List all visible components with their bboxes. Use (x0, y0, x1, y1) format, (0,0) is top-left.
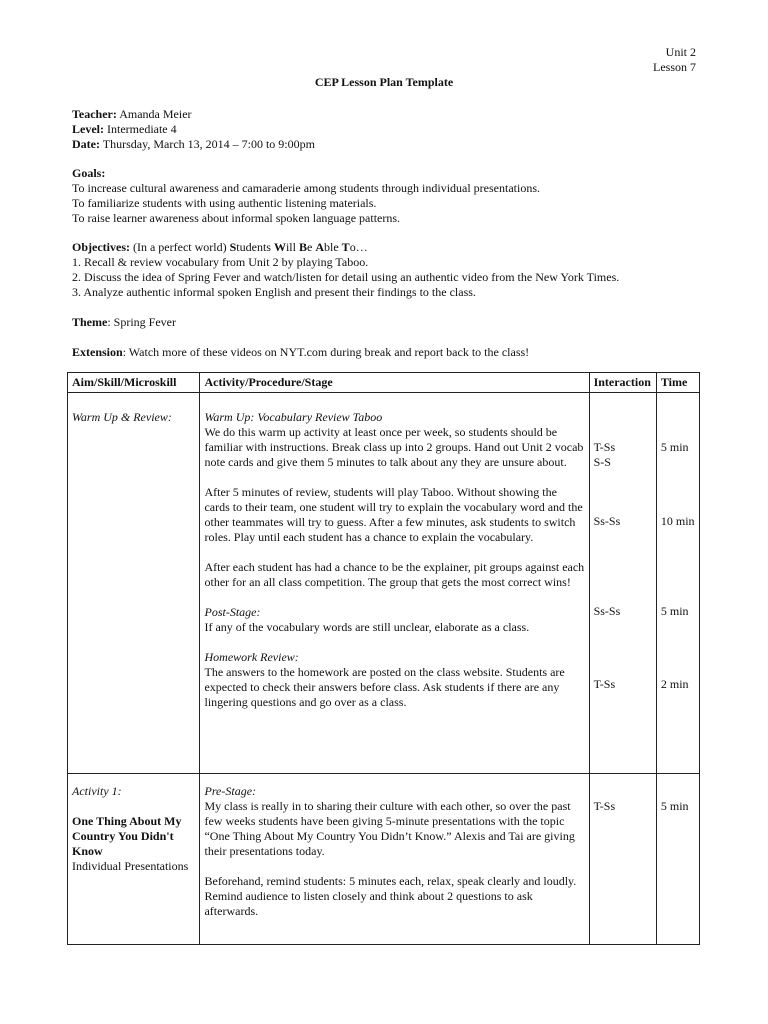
swbat-letter: T (341, 240, 350, 254)
column-header-aim: Aim/Skill/Microskill (68, 373, 200, 393)
activity-paragraph: If any of the vocabulary words are still unclear, elaborate as a class. (204, 620, 530, 634)
extension-line (72, 345, 529, 360)
pre-stage-heading: Pre-Stage: (204, 784, 257, 798)
level-label: Level: (72, 122, 104, 136)
objectives-heading (72, 240, 619, 255)
activity-paragraph: After each student has had a chance to be the explainer, pit groups against each other for an all class competition. The group that gets the most correct wins! (204, 560, 585, 589)
swbat-letter: B (298, 240, 307, 254)
activity-paragraph: My class is really in to sharing their culture with each other, so over the past few weeks students have been giving 5-minute presentations with the topic “One Thing About My Country You Didn’t Know.” Alexis and Tai are giving their presentations today. (204, 799, 575, 858)
activity-title: One Thing About My Country You Didn't Know (72, 814, 182, 858)
swbat-letter: S (229, 240, 237, 254)
column-header-time: Time (656, 373, 699, 393)
swbat-text: o… (349, 240, 368, 254)
goal-item: To raise learner awareness about informal spoken language patterns. (72, 211, 401, 225)
table-row (68, 774, 700, 945)
warmup-heading: Warm Up: Vocabulary Review Taboo (204, 410, 383, 424)
teacher-line (72, 107, 315, 122)
swbat-text: tudents (236, 240, 274, 254)
aim-cell (68, 774, 200, 945)
unit-lesson-label (653, 45, 696, 75)
objective-item: 3. Analyze authentic informal spoken English and present their findings to the class. (72, 285, 476, 299)
interaction-value: Ss-Ss (593, 604, 621, 618)
swbat-text: e (307, 240, 316, 254)
level-value: Intermediate 4 (107, 122, 177, 136)
interaction-value: T-Ss (593, 799, 616, 813)
time-value: 5 min (660, 799, 689, 813)
lesson-label: Lesson 7 (653, 60, 696, 74)
goals-section (72, 166, 540, 226)
time-value: 5 min (660, 604, 689, 618)
table-header-row (68, 373, 700, 393)
aim-text: Warm Up & Review: (72, 410, 172, 424)
activity-paragraph: The answers to the homework are posted on the class website. Students are expected to check their answers before class. Ask students if there are any lingering questions and go over as a class. (204, 665, 565, 709)
objectives-section (72, 240, 619, 300)
activity-paragraph: Beforehand, remind students: 5 minutes each, relax, speak clearly and loudly. Remind audience to listen closely and think about 2 questions to ask afterwards. (204, 874, 577, 918)
column-header-interaction: Interaction (589, 373, 656, 393)
teacher-label: Teacher: (72, 107, 117, 121)
objectives-label: Objectives: (72, 240, 130, 254)
swbat-letter: W (273, 240, 286, 254)
aim-cell (68, 393, 200, 774)
extension-label: Extension (72, 345, 123, 359)
activity-paragraph: We do this warm up activity at least once per week, so students should be familiar with instructions. Break class up into 2 groups. Hand out Unit 2 vocab note cards and give them 5 minutes to talk about any they are unsure about. (204, 425, 584, 469)
objective-item: 2. Discuss the idea of Spring Fever and watch/listen for detail using an authentic video from the New York Times. (72, 270, 620, 284)
date-label: Date: (72, 137, 100, 151)
column-header-activity: Activity/Procedure/Stage (200, 373, 589, 393)
time-value: 10 min (660, 514, 695, 528)
interaction-value: T-Ss (593, 677, 616, 691)
time-cell (656, 774, 699, 945)
interaction-value: Ss-Ss (593, 514, 621, 528)
lesson-plan-table (67, 372, 700, 945)
teacher-value: Amanda Meier (119, 107, 192, 121)
activity-cell (200, 393, 589, 774)
theme-line (72, 315, 176, 330)
date-value: Thursday, March 13, 2014 – 7:00 to 9:00pm (102, 137, 315, 151)
extension-value: : Watch more of these videos on NYT.com during break and report back to the class! (122, 345, 530, 359)
interaction-cell (589, 393, 656, 774)
unit-label: Unit 2 (665, 45, 696, 59)
swbat-text: ble (324, 240, 342, 254)
goal-item: To familiarize students with using authentic listening materials. (72, 196, 377, 210)
theme-value: : Spring Fever (107, 315, 176, 329)
time-cell (656, 393, 699, 774)
swbat-letter: A (315, 240, 324, 254)
interaction-cell (589, 774, 656, 945)
post-stage-heading: Post-Stage: (204, 605, 261, 619)
swbat-text: ill (285, 240, 299, 254)
activity-paragraph: After 5 minutes of review, students will play Taboo. Without showing the cards to their team, one student will try to explain the vocabulary word and the other teammates will try to guess. After a few minutes, ask students to switch roles. Play until each student has a chance to explain the vocabulary. (204, 485, 583, 544)
level-line (72, 122, 315, 137)
date-line (72, 137, 315, 152)
time-value: 2 min (660, 677, 689, 691)
goals-label: Goals: (72, 166, 106, 180)
table-row (68, 393, 700, 774)
interaction-value: T-Ss (593, 440, 616, 454)
goal-item: To increase cultural awareness and camaraderie among students through individual presentations. (72, 181, 540, 195)
time-value: 5 min (660, 440, 689, 454)
interaction-value: S-S (593, 455, 611, 469)
activity-cell (200, 774, 589, 945)
homework-heading: Homework Review: (204, 650, 299, 664)
activity-subtitle: Individual Presentations (72, 859, 189, 873)
objectives-intro: (In a perfect world) (129, 240, 230, 254)
meta-block (72, 107, 315, 152)
objective-item: 1. Recall & review vocabulary from Unit 2 by playing Taboo. (72, 255, 369, 269)
document-title: CEP Lesson Plan Template (314, 75, 454, 89)
theme-label: Theme (72, 315, 108, 329)
activity-label: Activity 1: (72, 784, 122, 798)
